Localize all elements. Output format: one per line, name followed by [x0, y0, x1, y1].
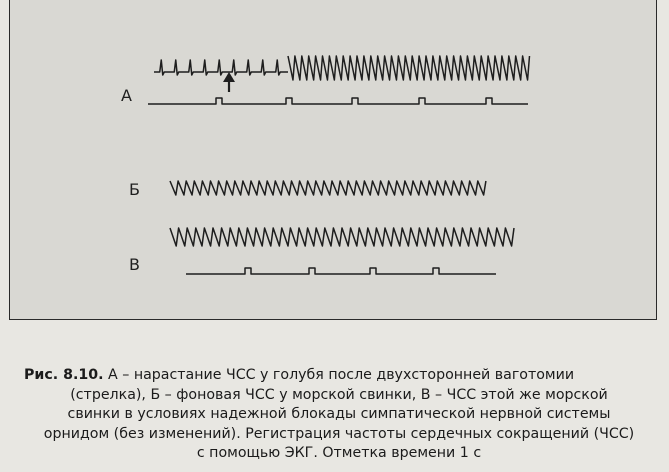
caption-line-5: с помощью ЭКГ. Отметка времени 1 с [196, 445, 482, 462]
figure-reference: Рис. 8.10. [24, 367, 104, 383]
ecg-trace-b1 [170, 181, 486, 195]
ecg-trace-a [154, 56, 530, 80]
caption-line-2: (стрелка), Б – фоновая ЧСС у морской свинки, В – ЧСС этой же морской [70, 386, 608, 403]
caption-line-4: орнидом (без изменений). Регистрация частоты сердечных сокращений (ЧСС) [43, 425, 635, 442]
up-arrow-icon [223, 72, 235, 92]
time-mark-trace-a [148, 98, 528, 104]
caption-line-3: свинки в условиях надежной блокады симпатической нервной системы [67, 406, 611, 423]
panel-label-a: А [121, 86, 132, 105]
time-mark-trace-v [186, 268, 496, 274]
panel-label-b: Б [129, 180, 140, 199]
figure-caption [24, 366, 654, 464]
caption-line-1: Рис. 8.10. А – нарастание ЧСС у голубя после двухсторонней ваготомии [24, 367, 575, 383]
panel-label-v: В [129, 255, 140, 274]
ecg-trace-b2 [170, 228, 514, 246]
